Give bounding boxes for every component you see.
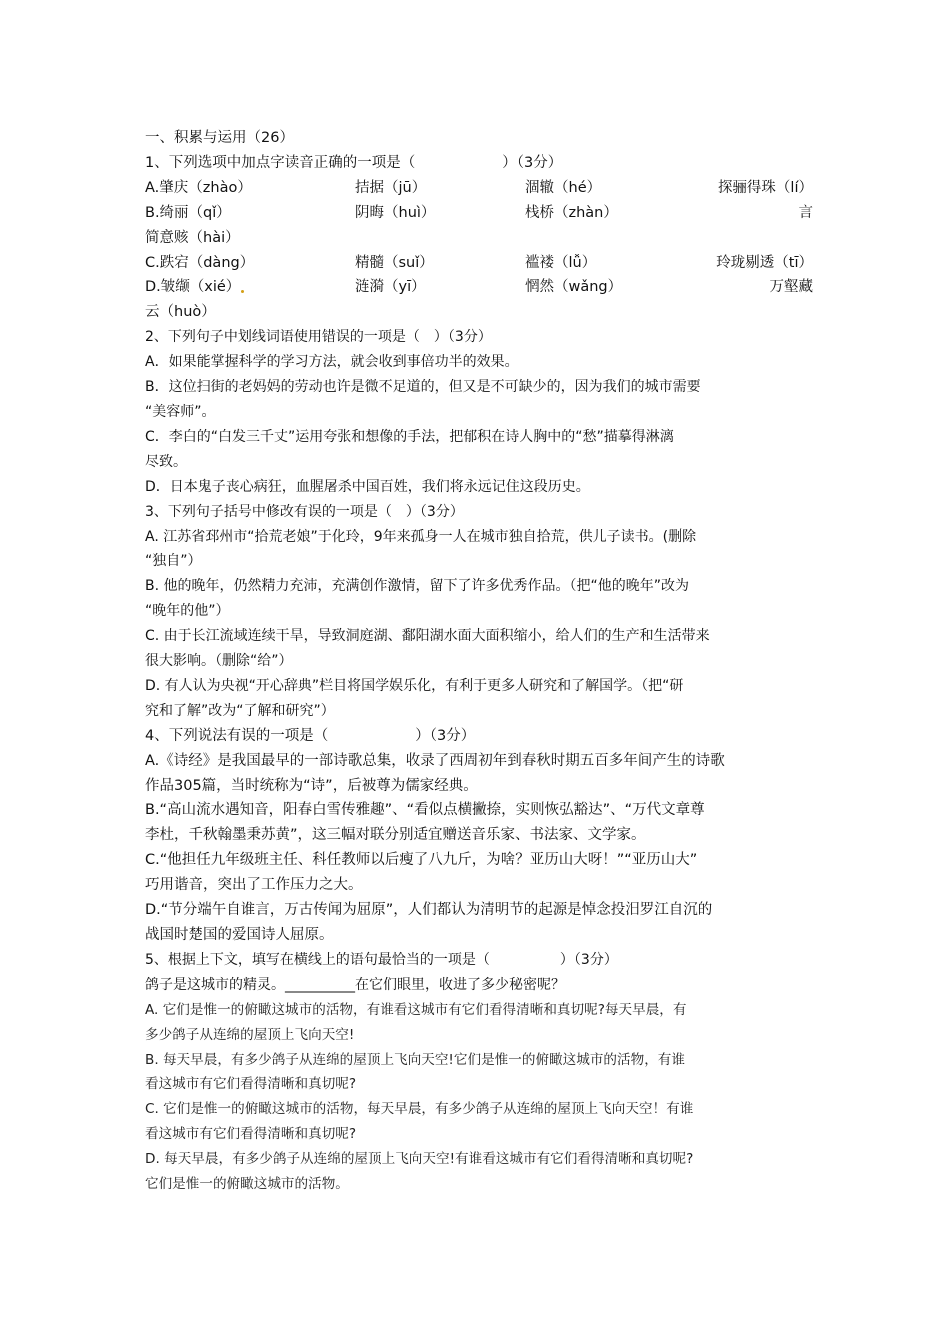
q1-stem: 1、下列选项中加点字读音正确的一项是（ ）（3分） [145, 154, 563, 171]
section-title: 一、积累与运用（26） [145, 130, 294, 146]
q1-option-b [145, 201, 813, 226]
q5-stem: 5、根据上下文，填写在横线上的语句最恰当的一项是（ ）（3分） [145, 951, 618, 968]
q5-context: 鸽子是这城市的精灵。__________在它们眼里，收进了多少秘密呢？ [145, 976, 565, 993]
q1-option-c [145, 251, 813, 276]
q3-line: D. 有人认为央视“开心辞典”栏目将国学娱乐化，有利于更多人研究和了解国学。（把“研 [145, 677, 684, 694]
q3-line: “晚年的他”） [145, 603, 230, 620]
q5-line: C. 它们是惟一的俯瞰这城市的活物，每天早晨，有多少鸽子从连绵的屋顶上飞向天空！有谁 [145, 1101, 694, 1118]
q3-line: 很大影响。（删除“给”） [145, 653, 293, 670]
q1-option-a [145, 176, 813, 201]
q2-line: “美容师”。 [145, 403, 216, 420]
q2-line: 尽致。 [145, 453, 187, 470]
q2-line: A．如果能掌握科学的学习方法，就会收到事倍功半的效果。 [145, 354, 519, 371]
q4-line: 作品305篇，当时统称为“诗”，后被尊为儒家经典。 [145, 777, 478, 794]
exam-page [145, 126, 813, 1197]
q3-line: “独自”） [145, 553, 202, 570]
q5-line: A. 它们是惟一的俯瞰这城市的活物，有谁看这城市有它们看得清晰和真切呢?每天早晨，有 [145, 1001, 687, 1018]
q1-option-d-cont: 云（huò） [145, 304, 216, 321]
q5-line: 看这城市有它们看得清晰和真切呢? [145, 1076, 357, 1093]
q3-line: A. 江苏省邳州市“拾荒老娘”于化玲，9年来孤身一人在城市独自拾荒，供儿子读书。(删除 [145, 528, 697, 545]
q1-a-1: A.肇庆（zhào） [145, 179, 252, 196]
q1-a-2: 拮据（jū） [355, 179, 427, 196]
q2-stem: 2、下列句子中划线词语使用错误的一项是（ ）（3分） [145, 329, 492, 346]
q5-line: 它们是惟一的俯瞰这城市的活物。 [145, 1176, 349, 1193]
q1-b-1: B.绮丽（qǐ） [145, 204, 231, 221]
q1-c-1: C.跌宕（dàng） [145, 254, 255, 271]
q5-line: D. 每天早晨，有多少鸽子从连绵的屋顶上飞向天空!有谁看这城市有它们看得清晰和真切呢? [145, 1151, 694, 1168]
q1-b-4: 言 [798, 204, 813, 221]
q5-line: B. 每天早晨，有多少鸽子从连绵的屋顶上飞向天空!它们是惟一的俯瞰这城市的活物，有谁 [145, 1051, 685, 1068]
q1-d-2: 涟漪（yī） [355, 279, 426, 296]
q4-line: 巧用谐音，突出了工作压力之大。 [145, 877, 363, 894]
q1-c-3: 褴褛（lǚ） [525, 254, 597, 271]
q1-b-3: 栈桥（zhàn） [525, 204, 618, 221]
q1-option-d [145, 275, 813, 300]
q1-c-4: 玲珑剔透（tī） [716, 254, 813, 271]
q2-line: D．日本鬼子丧心病狂，血腥屠杀中国百姓，我们将永远记住这段历史。 [145, 478, 590, 495]
q4-stem: 4、下列说法有误的一项是（ ）（3分） [145, 727, 476, 744]
q3-line: 究和了解”改为“了解和研究”） [145, 702, 335, 719]
q3-stem: 3、下列句子括号中修改有误的一项是（ ）（3分） [145, 503, 464, 520]
q1-a-4: 探骊得珠（lí） [717, 179, 813, 196]
q1-d-3: 惘然（wǎng） [525, 279, 623, 296]
q4-line: A.《诗经》是我国最早的一部诗歌总集，收录了西周初年到春秋时期五百多年间产生的诗歌 [145, 752, 725, 769]
q2-line: B．这位扫街的老妈妈的劳动也许是微不足道的，但又是不可缺少的，因为我们的城市需要 [145, 379, 701, 396]
q1-d-1-text: D.皱缬（xié） [145, 279, 241, 296]
q4-line: 李杜，千秋翰墨秉苏黄”，这三幅对联分别适宜赠送音乐家、书法家、文学家。 [145, 827, 646, 844]
q4-line: D.“节分端午自谁言，万古传闻为屈原”，人们都认为清明节的起源是悼念投汨罗江自沉的 [145, 902, 713, 919]
q5-line: 多少鸽子从连绵的屋顶上飞向天空! [145, 1026, 355, 1043]
q4-line: 战国时楚国的爱国诗人屈原。 [145, 927, 334, 943]
q5-line: 看这城市有它们看得清晰和真切呢? [145, 1126, 357, 1143]
q1-d-1 [145, 275, 355, 300]
q1-d-4: 万壑藏 [769, 279, 813, 296]
q1-c-2: 精髓（suǐ） [355, 254, 434, 271]
q2-line: C．李白的“白发三千丈”运用夸张和想像的手法，把郁积在诗人胸中的“愁”描摹得淋漓 [145, 428, 674, 445]
q1-b-2: 阴晦（huì） [355, 204, 436, 221]
q1-a-3: 涸辙（hé） [525, 179, 602, 196]
q3-line: C. 由于长江流域连续干旱，导致洞庭湖、鄱阳湖水面大面积缩小，给人们的生产和生活带来 [145, 628, 710, 645]
emphasis-dot-icon [241, 290, 244, 293]
q3-line: B. 他的晚年，仍然精力充沛，充满创作激情，留下了许多优秀作品。（把“他的晚年”改为 [145, 578, 690, 595]
q1-option-b-cont: 简意赅（hài） [145, 229, 240, 246]
q4-line: B.“高山流水遇知音，阳春白雪传雅趣”、“看似点横撇捺，实则恢弘豁达”、“万代文章尊 [145, 802, 705, 819]
q4-line: C.“他担任九年级班主任、科任教师以后瘦了八九斤，为啥？亚历山大呀！”“亚历山大” [145, 852, 698, 869]
